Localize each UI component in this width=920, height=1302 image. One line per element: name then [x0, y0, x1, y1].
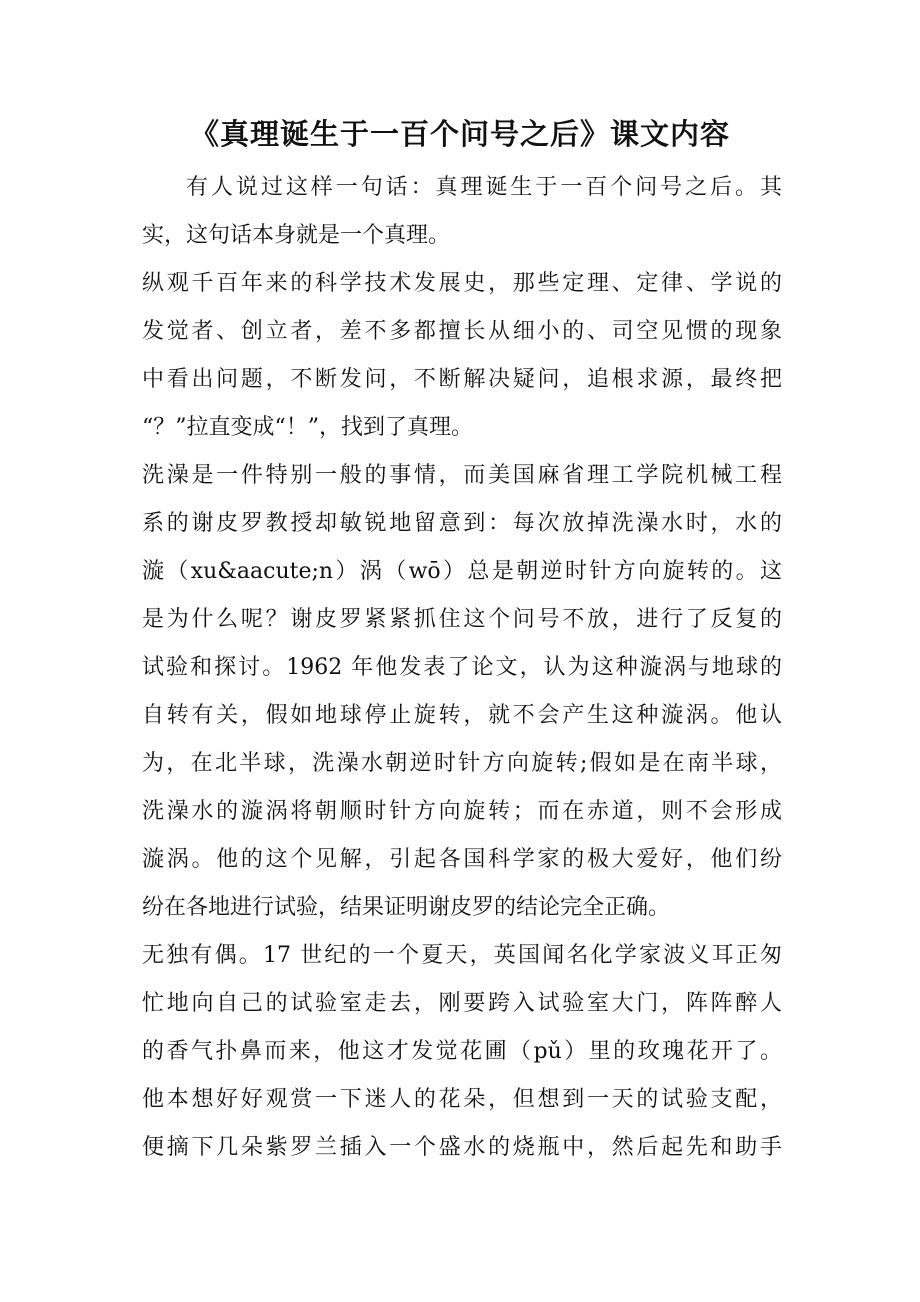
text-line: 忙地向自己的试验室走去，刚要跨入试验室大门，阵阵醉人 [142, 991, 782, 1016]
text-line: 纵观千百年来的科学技术发展史，那些定理、定律、学说的 [142, 271, 782, 296]
paragraph-intro [142, 164, 782, 260]
document-body [142, 164, 782, 1172]
text-line: 中看出问题，不断发问，不断解决疑问，追根求源，最终把 [142, 367, 782, 392]
paragraph-shapiro [142, 452, 782, 932]
document-title: 《真理诞生于一百个问号之后》课文内容 [189, 117, 730, 151]
text-line: 洗澡水的漩涡将朝顺时针方向旋转；而在赤道，则不会形成 [142, 799, 782, 824]
text-line: 洗澡是一件特别一般的事情，而美国麻省理工学院机械工程 [142, 463, 782, 488]
text-line: 无独有偶。17 世纪的一个夏天，英国闻名化学家波义耳正匆 [142, 943, 782, 968]
text-line: 便摘下几朵紫罗兰插入一个盛水的烧瓶中，然后起先和助手 [142, 1135, 782, 1160]
text-line: 自转有关，假如地球停止旋转，就不会产生这种漩涡。他认 [142, 703, 782, 728]
text-line: “？”拉直变成“！”，找到了真理。 [142, 415, 473, 440]
text-line: 发觉者、创立者，差不多都擅长从细小的、司空见惯的现象 [142, 319, 782, 344]
text-line: 是为什么呢？谢皮罗紧紧抓住这个问号不放，进行了反复的 [142, 607, 782, 632]
text-line: 试验和探讨。1962 年他发表了论文，认为这种漩涡与地球的 [142, 655, 782, 680]
paragraph-history [142, 260, 782, 452]
text-line: 有人说过这样一句话：真理诞生于一百个问号之后。其 [186, 175, 782, 200]
text-line: 实，这句话本身就是一个真理。 [142, 223, 451, 248]
text-line: 漩（xu&aacute;n）涡（wō）总是朝逆时针方向旋转的。这 [142, 559, 782, 584]
text-line: 他本想好好观赏一下迷人的花朵，但想到一天的试验支配， [142, 1087, 782, 1112]
text-line: 的香气扑鼻而来，他这才发觉花圃（pǔ）里的玫瑰花开了。 [142, 1039, 782, 1064]
text-line: 系的谢皮罗教授却敏锐地留意到：每次放掉洗澡水时，水的 [142, 511, 782, 536]
text-line: 纷在各地进行试验，结果证明谢皮罗的结论完全正确。 [142, 895, 671, 920]
text-line: 为，在北半球，洗澡水朝逆时针方向旋转;假如是在南半球， [142, 751, 782, 776]
paragraph-boyle [142, 932, 782, 1172]
text-line: 漩涡。他的这个见解，引起各国科学家的极大爱好，他们纷 [142, 847, 782, 872]
